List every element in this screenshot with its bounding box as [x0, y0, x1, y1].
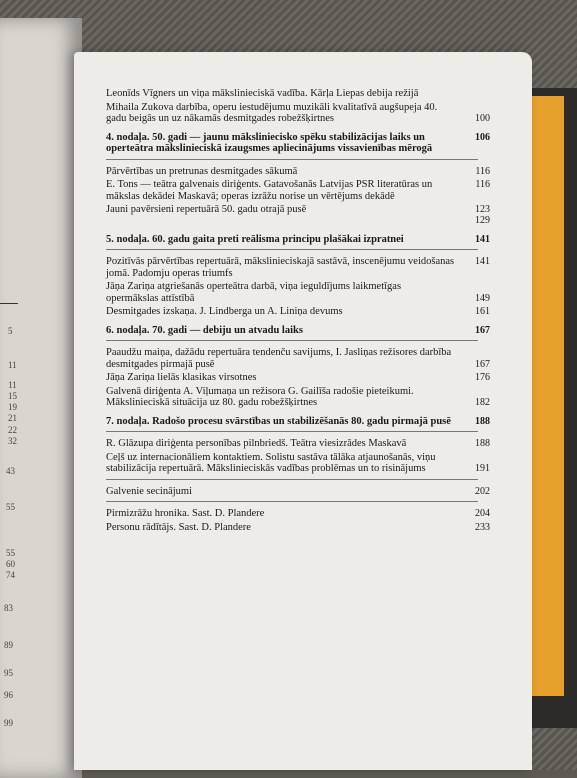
toc-entry-page: 100: [475, 113, 490, 124]
left-page-number: 21: [8, 413, 17, 423]
toc-entry: [106, 204, 490, 216]
toc-entry: [106, 438, 490, 450]
toc-entry: [106, 306, 490, 318]
left-page-number: 74: [6, 570, 15, 580]
left-page-number: 32: [8, 436, 17, 446]
toc-entry-text: R. Glāzupa diriģenta personības pilnbriedš. Teātra viesizrādes Maskavā: [106, 438, 407, 449]
toc-entry-page: 191: [475, 463, 490, 474]
chapter-block: [106, 131, 490, 227]
divider: [106, 249, 478, 250]
left-page-number: 22: [8, 425, 17, 435]
chapter-block: [106, 324, 490, 409]
left-page-number: 89: [4, 640, 13, 650]
toc-entry: [106, 372, 490, 384]
left-page-number: 83: [4, 603, 13, 613]
toc-entry-text: Jāņa Zariņa lielās klasikas virsotnes: [106, 372, 257, 383]
chapter-title: 4. nodaļa. 50. gadi — jaunu mākslinieciskо spēku stabilizācijas laiks un operteātra mākslinieciskā izaugsmes apliecinājums vissavienības mērogā: [106, 131, 433, 154]
left-page-number: 55: [6, 548, 15, 558]
chapter-page: 188: [475, 415, 490, 427]
toc-entry: [106, 385, 490, 409]
toc-entry: [106, 179, 490, 202]
toc-entry: [106, 451, 490, 475]
toc-entry: [106, 485, 490, 498]
toc-entry-page: 188: [475, 438, 490, 449]
toc-entry-text: Pārvērtības un pretrunas desmitgades sākumā: [106, 165, 298, 177]
chapter-title: 7. nodaļa. Radošo procesu svārstības un stabilizēšanās 80. gadu pirmajā pusē: [106, 415, 451, 427]
chapter-block: [106, 233, 490, 318]
toc-entry-text: Pirmizrāžu hronika. Sast. D. Plandere: [106, 508, 265, 519]
left-page-number: 11: [8, 380, 17, 390]
toc-entry-page: 141: [475, 256, 490, 267]
toc-entry-page: 116: [475, 179, 490, 190]
toc-entry-page: 161: [475, 306, 490, 317]
left-page-number: 60: [6, 559, 15, 569]
toc-entry-page: 202: [475, 485, 490, 497]
toc-entry: [106, 281, 490, 304]
chapter-title: 6. nodaļa. 70. gadi — debiju un atvadu laiks: [106, 324, 303, 336]
toc-entry: [106, 256, 490, 279]
divider: [106, 340, 478, 341]
toc-entry-text: Ceļš uz internacionāliem kontaktiem. Solistu sastāva tālāka atjaunošanās, viņu stabilizācija repertuārā. Mākslinieciskās vadības problēmas un to risinājums: [106, 451, 436, 474]
toc-entry: [106, 347, 490, 370]
toc-entry-text: E. Tons — teātra galvenais diriģents. Gatavošanās Latvijas PSR literatūras un mākslas dekādei Maskavā; operas izrāžu norise un vērtējums dekādē: [106, 179, 433, 202]
left-page-number: 15: [8, 391, 17, 401]
left-page-number: 43: [6, 466, 15, 476]
chapter-heading: [106, 324, 490, 337]
left-page-number: 96: [4, 690, 13, 700]
toc-entry-page: 116: [475, 165, 490, 177]
left-page-number: 99: [4, 718, 13, 728]
left-page-number: 11: [8, 360, 17, 370]
toc-entry-text: Pozitīvās pārvērtības repertuārā, mākslinieciskajā sastāvā, inscenējumu veidošanas jomā. Padomju operas triumfs: [106, 256, 455, 279]
toc-entry: [106, 165, 490, 178]
toc-entry-page: 123: [475, 204, 490, 215]
toc-entry-text: Jāņa Zariņa atgriešanās operteātra darbā, viņa ieguldījums laikmetīgas opermākslas attīstībā: [106, 281, 402, 304]
toc-entry-text: Desmitgades izskaņa. J. Lindberga un A. Liniņa devums: [106, 306, 343, 317]
chapter-page: 167: [475, 324, 490, 336]
toc-entry: [106, 521, 490, 534]
toc-entry-text: Jauni pavērsieni repertuārā 50. gadu otrajā pusē: [106, 204, 307, 215]
table-of-contents: [106, 88, 490, 535]
toc-entry-text: Paaudžu maiņa, dažādu repertuāra tendenču savijums, I. Jasliņas režisores darbība desmitgades pirmajā pusē: [106, 347, 452, 370]
divider: [106, 159, 478, 160]
left-page-number: 55: [6, 502, 15, 512]
toc-entry: [106, 88, 478, 100]
left-page-rule: [0, 303, 18, 304]
toc-entry-page: 182: [475, 397, 490, 408]
divider: [106, 501, 478, 502]
left-page-number: 95: [4, 668, 13, 678]
toc-entry-text: Mihaila Zukova darbība, operu iestudējumu muzikāli kvalitatīvā augšupeja 40. gadu beigās un uz nākamās desmitgades robežšķirtnes: [106, 101, 438, 124]
toc-entry-page: 176: [475, 372, 490, 383]
toc-entry-page: 204: [475, 508, 490, 519]
toc-entry-page: 167: [475, 358, 490, 370]
toc-entry-page: 149: [475, 292, 490, 304]
divider: [106, 479, 478, 480]
left-page-number: 5: [8, 326, 13, 336]
toc-entry-page: 129: [475, 215, 490, 226]
chapter-heading: [106, 131, 490, 155]
chapter-heading: [106, 415, 490, 428]
chapter-page: 141: [475, 233, 490, 245]
toc-entry-page: 233: [475, 521, 490, 533]
chapter-heading: [106, 233, 490, 246]
toc-entry: [106, 101, 490, 125]
right-page: [74, 52, 532, 770]
divider: [106, 431, 478, 432]
left-page-number: 19: [8, 402, 17, 412]
toc-entry-text: Leonīds Vīgners un viņa mākslinieciskā vadība. Kārļa Liepas debija režijā: [106, 88, 419, 99]
chapter-page: 106: [475, 131, 490, 143]
left-page: [0, 18, 82, 778]
toc-entry: [106, 215, 490, 227]
chapter-title: 5. nodaļa. 60. gadu gaita preti reālisma principu plašākai izpratnei: [106, 233, 404, 245]
toc-entry-text: Galvenie secinājumi: [106, 485, 193, 497]
chapter-block: [106, 415, 490, 475]
toc-entry: [106, 508, 490, 520]
toc-entry-text: Personu rādītājs. Sast. D. Plandere: [106, 521, 251, 533]
toc-entry-text: Galvenā diriģenta A. Viļumaņa un režisora G. Gailīša radošie pieteikumi. Mākslinieciskā situācija uz 80. gadu robežšķirtnes: [106, 385, 414, 408]
